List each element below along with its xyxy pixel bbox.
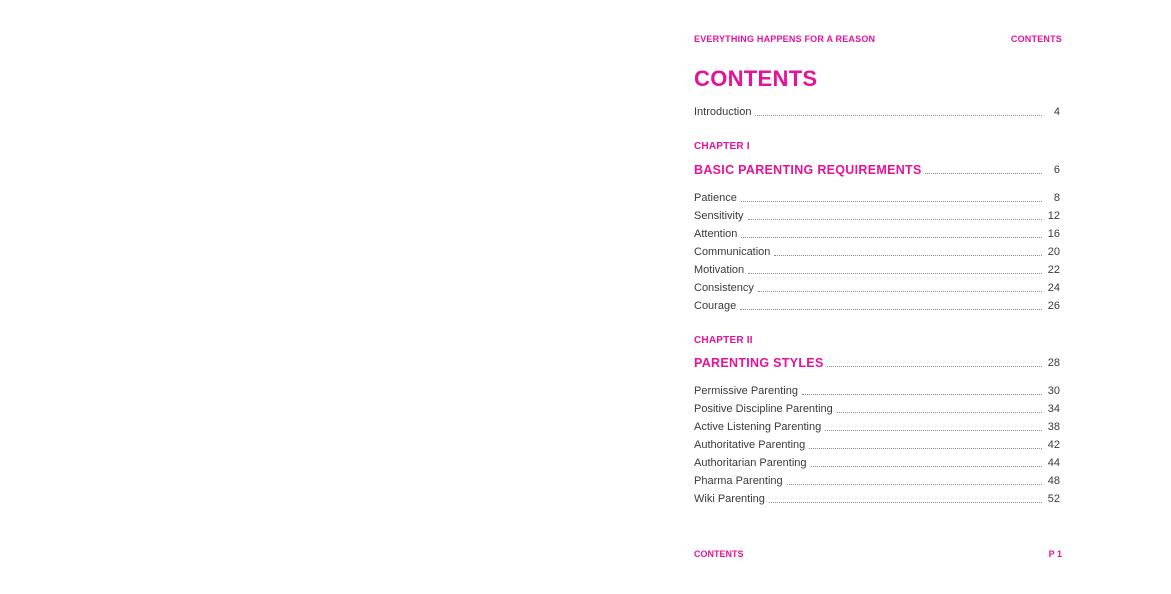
dot-leader (827, 366, 1042, 367)
toc-entry-page: 24 (1047, 282, 1060, 294)
dot-leader (740, 309, 1042, 310)
header-book-title: EVERYTHING HAPPENS FOR A REASON (694, 34, 876, 44)
dot-leader (741, 201, 1042, 202)
toc-entry-label: Communication (694, 246, 771, 258)
footer-section: CONTENTS (694, 549, 744, 559)
toc-entry-page: 4 (1053, 106, 1060, 118)
dot-leader (837, 412, 1042, 413)
toc-entry[interactable] (694, 420, 1060, 434)
toc-entry-page: 38 (1047, 421, 1060, 433)
toc-entry-page: 34 (1047, 403, 1060, 415)
chapter-heading-label: BASIC PARENTING REQUIREMENTS (694, 163, 922, 177)
toc-entry-page: 16 (1047, 228, 1060, 240)
toc-entry[interactable] (694, 209, 1060, 223)
toc-entry-label: Sensitivity (694, 210, 744, 222)
toc-entry[interactable] (694, 281, 1060, 295)
toc-entry-introduction[interactable] (694, 105, 1060, 119)
dot-leader (741, 237, 1042, 238)
toc-entry-page: 42 (1047, 439, 1060, 451)
toc-entry-label: Attention (694, 228, 738, 240)
toc-entry-page: 20 (1047, 246, 1060, 258)
toc-chapter-heading[interactable] (694, 162, 1060, 178)
dot-leader (787, 484, 1042, 485)
toc-entry-page: 44 (1047, 457, 1060, 469)
toc-entry-page: 30 (1047, 385, 1060, 397)
toc-entry[interactable] (694, 438, 1060, 452)
dot-leader (802, 394, 1042, 395)
toc-entry[interactable] (694, 227, 1060, 241)
dot-leader (748, 273, 1042, 274)
dot-leader (825, 430, 1042, 431)
toc-entry-label: Consistency (694, 282, 754, 294)
dot-leader (769, 502, 1042, 503)
toc-entry-label: Active Listening Parenting (694, 421, 822, 433)
toc-entry-label: Authoritarian Parenting (694, 457, 807, 469)
toc-entry-label: Courage (694, 300, 737, 312)
toc-entry-page: 22 (1047, 264, 1060, 276)
chapter-heading-page: 6 (1053, 164, 1060, 176)
dot-leader (748, 219, 1042, 220)
toc-chapter-heading[interactable] (694, 355, 1060, 371)
header-section: CONTENTS (1010, 34, 1062, 44)
toc-entry-page: 52 (1047, 493, 1060, 505)
running-footer (694, 549, 1062, 561)
toc-entry-page: 48 (1047, 475, 1060, 487)
chapter-label: CHAPTER I (694, 141, 750, 152)
toc-entry-label: Positive Discipline Parenting (694, 403, 833, 415)
toc-entry[interactable] (694, 191, 1060, 205)
chapter-label: CHAPTER II (694, 335, 753, 346)
toc-entry-label: Patience (694, 192, 737, 204)
toc-entry-page: 26 (1047, 300, 1060, 312)
toc-entry-label: Motivation (694, 264, 745, 276)
toc-entry-label: Authoritative Parenting (694, 439, 806, 451)
toc-entry[interactable] (694, 456, 1060, 470)
dot-leader (925, 173, 1042, 174)
footer-page-number: P 1 (1048, 549, 1062, 559)
toc-entry-label: Wiki Parenting (694, 493, 765, 505)
dot-leader (755, 115, 1042, 116)
toc-entry-label: Pharma Parenting (694, 475, 783, 487)
dot-leader (811, 466, 1042, 467)
toc-entry[interactable] (694, 263, 1060, 277)
toc-entry[interactable] (694, 492, 1060, 506)
toc-entry-page: 8 (1053, 192, 1060, 204)
chapter-heading-page: 28 (1047, 357, 1060, 369)
dot-leader (809, 448, 1042, 449)
toc-entry-label: Permissive Parenting (694, 385, 798, 397)
toc-entry-page: 12 (1047, 210, 1060, 222)
toc-entry[interactable] (694, 474, 1060, 488)
toc-entry[interactable] (694, 299, 1060, 313)
page-title: CONTENTS (694, 66, 818, 91)
dot-leader (758, 291, 1042, 292)
toc-entry[interactable] (694, 384, 1060, 398)
running-header (694, 34, 1062, 46)
chapter-heading-label: PARENTING STYLES (694, 356, 824, 370)
toc-entry[interactable] (694, 402, 1060, 416)
dot-leader (774, 255, 1042, 256)
toc-entry-label: Introduction (694, 106, 752, 118)
toc-entry[interactable] (694, 245, 1060, 259)
